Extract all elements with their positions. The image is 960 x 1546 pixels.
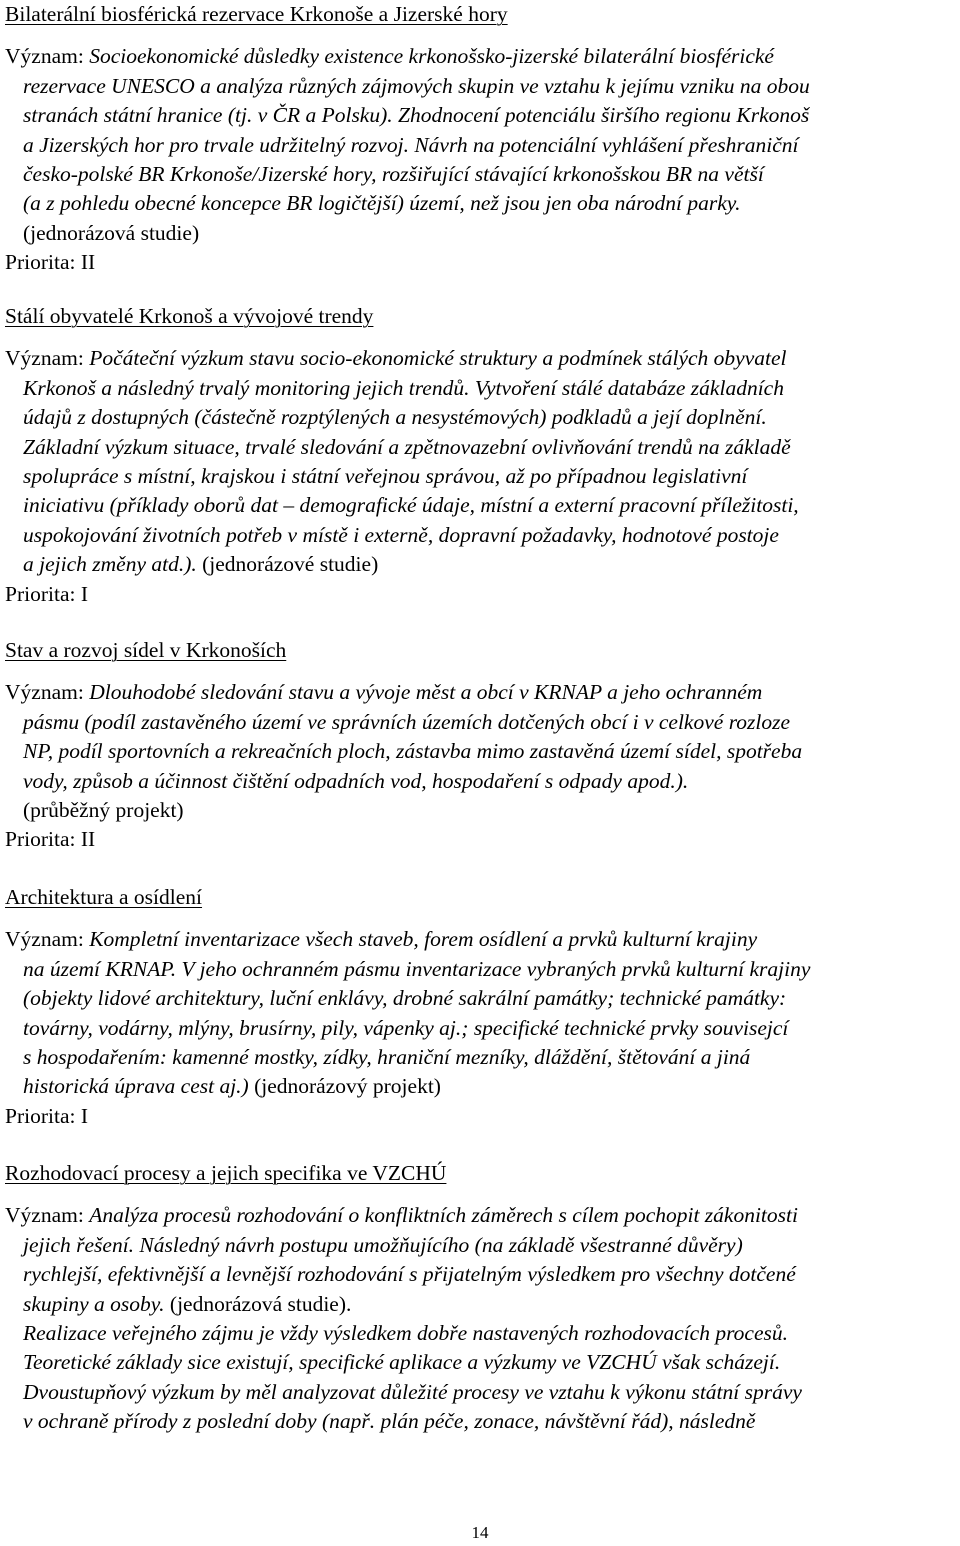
section-title: Architektura a osídlení [5,885,203,909]
page-number: 14 [471,1523,489,1542]
text-line: Základní výzkum situace, trvalé sledování a zpětnovazební ovlivňování trendů na základě [23,434,791,459]
text-line: Význam: Dlouhodobé sledování stavu a vývoje měst a obcí v KRNAP a jeho ochranném [5,680,763,705]
text-line: rychlejší, efektivnější a levnější rozhodování s přijatelným výsledkem pro všechny dotčené [23,1262,796,1287]
text-line: Krkonoš a následný trvalý monitoring jejich trendů. Vytvoření stálé databáze základních [23,375,784,400]
text-line: Teoretické základy sice existují, specifické aplikace a výzkumy ve VZCHÚ však scházejí. [23,1350,781,1375]
section-biosphere-reserve [5,0,955,278]
text-line: uspokojování životních potřeb v místě i externě, dopravní požadavky, hodnotové postoje [23,522,779,547]
text-line: vody, způsob a účinnost čištění odpadních vod, hospodaření s odpady apod.). [23,768,689,793]
text-line: Dvoustupňový výzkum by měl analyzovat důležité procesy ve vztahu k výkonu státní správy [23,1379,802,1404]
text-line: (a z pohledu obecné koncepce BR logičtější) území, než jsou jen oba národní parky. [23,191,741,216]
priority-label: Priorita: II [5,250,96,275]
section-title: Stav a rozvoj sídel v Krkonoších [5,638,287,662]
section-decision-processes [5,1159,955,1437]
text-line: skupiny a osoby. (jednorázová studie). [23,1291,352,1316]
text-line: Význam: Analýza procesů rozhodování o konfliktních záměrech s cílem pochopit zákonitosti [5,1203,798,1228]
text-line: Význam: Počáteční výzkum stavu socio-ekonomické struktury a podmínek stálých obyvatel [5,346,787,371]
text-line: spolupráce s místní, krajskou i státní veřejnou správou, až po případnou legislativní [23,464,748,489]
section-body [5,925,955,1131]
text-line: rezervace UNESCO a analýza různých zájmových skupin ve vztahu k jejímu vzniku na obou [23,73,810,98]
text-line: a Jizerských hor pro trvale udržitelný rozvoj. Návrh na potenciální vyhlášení přeshraniční [23,132,799,157]
text-line: jejich řešení. Následný návrh postupu umožňujícího (na základě všestranné důvěry) [23,1232,743,1257]
text-line: na území KRNAP. V jeho ochranném pásmu inventarizace vybraných prvků kulturní krajiny [23,956,811,981]
priority-label: Priorita: I [5,581,88,606]
text-line: pásmu (podíl zastavěného území ve správních územích dotčených obcí i v celkové rozloze [23,709,791,734]
section-architecture [5,883,955,1131]
section-title: Stálí obyvatelé Krkonoš a vývojové trendy [5,304,374,328]
text-line: NP, podíl sportovních a rekreačních ploch, zástavba mimo zastavěná území sídel, spotřeba [23,739,803,764]
text-line: továrny, vodárny, mlýny, brusírny, pily, vápenky aj.; specifické technické prvky souvisejcí [23,1015,789,1040]
section-title: Bilaterální biosférická rezervace Krkonoše a Jizerské hory [5,2,508,26]
text-line: Význam: Kompletní inventarizace všech staveb, forem osídlení a prvků kulturní krajiny [5,927,758,952]
priority-label: Priorita: II [5,827,96,852]
text-line: stranách státní hranice (tj. v ČR a Polsku). Zhodnocení potenciálu širšího regionu Krkonoš [23,103,810,128]
text-line: (objekty lidové architektury, luční enklávy, drobné sakrální památky; technické památky: [23,986,787,1011]
text-line: Význam: Socioekonomické důsledky existence krkonošsko-jizerské bilaterální biosférické [5,44,774,69]
priority-label: Priorita: I [5,1103,88,1128]
section-body [5,1201,955,1436]
text-line: iniciativu (příklady oborů dat – demografické údaje, místní a externí pracovní příležitosti, [23,493,799,518]
section-body [5,344,955,609]
text-line: (průběžný projekt) [23,798,184,823]
section-title: Rozhodovací procesy a jejich specifika ve VZCHÚ [5,1161,447,1185]
section-settlements [5,636,955,855]
text-line: (jednorázová studie) [23,220,200,245]
section-permanent-residents [5,302,955,609]
text-line: a jejich změny atd.). (jednorázové studie) [23,552,379,577]
section-body [5,42,955,277]
text-line: údajů z dostupných (částečně rozptýlených a nesystémových) podkladů a její doplnění. [23,405,767,430]
text-line: s hospodařením: kamenné mostky, zídky, hraniční mezníky, dláždění, štětování a jiná [23,1045,751,1070]
text-line: v ochraně přírody z poslední doby (např. plán péče, zonace, návštěvní řád), následně [23,1409,756,1434]
section-body [5,678,955,854]
text-line: historická úprava cest aj.) (jednorázový projekt) [23,1074,441,1099]
text-line: Realizace veřejného zájmu je vždy výsledkem dobře nastavených rozhodovacích procesů. [23,1321,788,1346]
text-line: česko-polské BR Krkonoše/Jizerské hory, rozšiřující stávající krkonošskou BR na větší [23,162,764,187]
